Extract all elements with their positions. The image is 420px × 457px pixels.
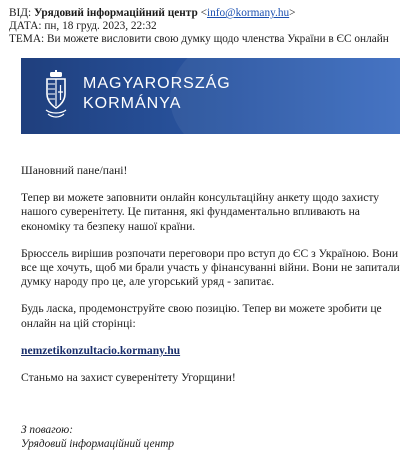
subject-value: Ви можете висловити свою думку щодо членства України в ЄС онлайн — [46, 33, 389, 45]
paragraph-3: Будь ласка, продемонструйте свою позицію. Тепер ви можете зробити це онлайн на цій сторінці: — [21, 302, 382, 330]
email-open-bracket: < — [200, 7, 207, 19]
sender-email-link[interactable]: info@kormany.hu — [206, 7, 290, 19]
brand-line-2: KORMÁNYA — [83, 95, 182, 112]
from-row — [9, 7, 389, 20]
sender-name: Урядовий інформаційний центр — [33, 7, 198, 19]
signature-line-2: Урядовий інформаційний центр — [21, 437, 175, 450]
closing-line: Станьмо на захист суверенітету Угорщини! — [21, 371, 236, 385]
date-value: пн, 18 груд. 2023, 22:32 — [44, 20, 157, 32]
signature-line-1: З повагою: — [21, 424, 73, 436]
brand-line-1: MAGYARORSZÁG — [83, 75, 231, 92]
paragraph-2: Брюссель вирішив розпочати переговори про вступ до ЄС з Україною. Вони все ще хочуть, щоб ми брали участь у фінансуванні війни. Вони не запитали думку народу про це, але угорський уряд - запитає. — [21, 246, 400, 289]
subject-row — [9, 33, 389, 46]
subject-label: ТЕМА: — [9, 33, 45, 45]
consultation-link[interactable]: nemzetikonzultacio.kormany.hu — [21, 343, 181, 357]
email-body — [21, 164, 401, 385]
from-label: ВІД: — [9, 7, 32, 19]
coat-of-arms-icon — [43, 70, 69, 120]
email-header — [9, 7, 389, 46]
brand-wordmark — [83, 74, 231, 114]
greeting: Шановний пане/пані! — [21, 164, 128, 177]
paragraph-1: Тепер ви можете заповнити онлайн консультаційну анкету щодо захисту нашого суверенітету. Це питання, які фундаментально впливають на економіку та безпеку нашої країни. — [21, 191, 380, 233]
government-banner — [21, 58, 400, 134]
signature — [21, 424, 174, 451]
date-label: ДАТА: — [9, 20, 42, 32]
date-row — [9, 20, 389, 33]
email-close-bracket: > — [289, 7, 296, 19]
